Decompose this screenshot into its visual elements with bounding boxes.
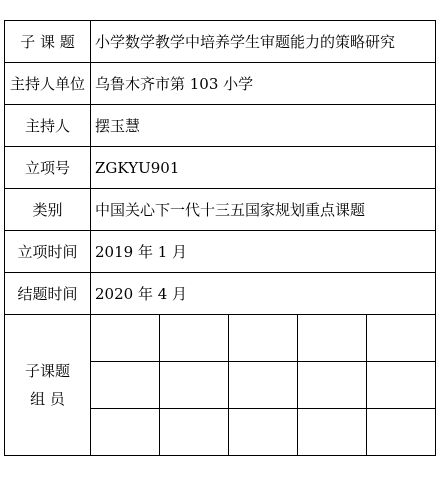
start-time-label: 立项时间 — [5, 231, 91, 273]
member-cell — [367, 315, 436, 362]
member-cell — [91, 362, 160, 409]
project-info-table — [4, 20, 436, 456]
members-label — [5, 315, 91, 456]
row-start-time — [5, 231, 436, 273]
end-time-label: 结题时间 — [5, 273, 91, 315]
subtopic-value: 小学数学教学中培养学生审题能力的策略研究 — [91, 21, 436, 63]
row-category — [5, 189, 436, 231]
member-cell — [298, 315, 367, 362]
row-host — [5, 105, 436, 147]
category-label: 类别 — [5, 189, 91, 231]
row-host-unit — [5, 63, 436, 105]
category-value: 中国关心下一代十三五国家规划重点课题 — [91, 189, 436, 231]
member-cell — [160, 315, 229, 362]
row-subtopic — [5, 21, 436, 63]
member-cell — [367, 362, 436, 409]
host-unit-label: 主持人单位 — [5, 63, 91, 105]
member-cell — [367, 409, 436, 456]
member-cell — [91, 409, 160, 456]
project-number-value: ZGKYU901 — [91, 147, 436, 189]
host-unit-value: 乌鲁木齐市第 103 小学 — [91, 63, 436, 105]
member-cell — [229, 409, 298, 456]
members-label-line2: 组 员 — [30, 390, 65, 408]
member-cell — [229, 362, 298, 409]
subtopic-label: 子 课 题 — [5, 21, 91, 63]
host-label: 主持人 — [5, 105, 91, 147]
member-cell — [229, 315, 298, 362]
members-label-line1: 子课题 — [24, 362, 70, 380]
start-time-value: 2019 年 1 月 — [91, 231, 436, 273]
row-project-number — [5, 147, 436, 189]
member-cell — [160, 409, 229, 456]
member-cell — [160, 362, 229, 409]
end-time-value: 2020 年 4 月 — [91, 273, 436, 315]
row-end-time — [5, 273, 436, 315]
host-value: 摆玉慧 — [91, 105, 436, 147]
project-number-label: 立项号 — [5, 147, 91, 189]
member-cell — [91, 315, 160, 362]
members-row-1 — [5, 315, 436, 362]
member-cell — [298, 362, 367, 409]
member-cell — [298, 409, 367, 456]
